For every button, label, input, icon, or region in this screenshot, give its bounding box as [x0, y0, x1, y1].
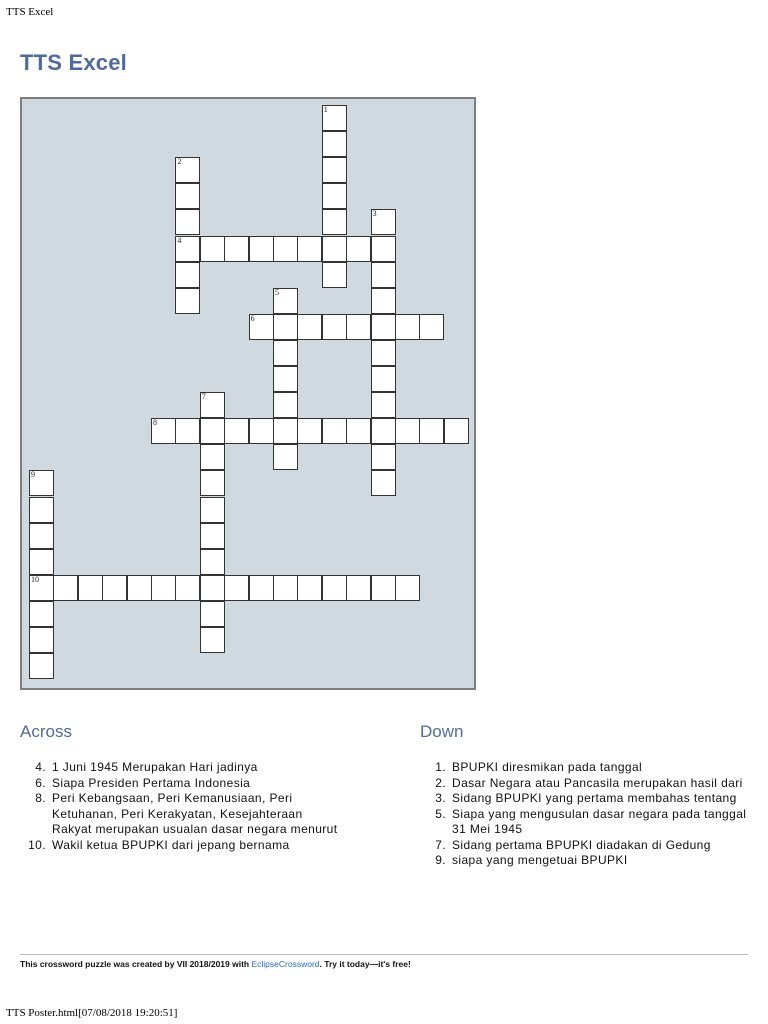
grid-cell[interactable]: [297, 418, 322, 444]
grid-cell[interactable]: [371, 340, 396, 366]
grid-cell[interactable]: [419, 418, 444, 444]
grid-cell[interactable]: [346, 314, 371, 340]
grid-cell[interactable]: [200, 418, 225, 444]
grid-cell[interactable]: [371, 236, 396, 262]
grid-cell[interactable]: [322, 183, 347, 209]
clue-text: Dasar Negara atau Pancasila merupakan hasil dari: [452, 775, 743, 790]
clue-text: 1 Juni 1945 Merupakan Hari jadinya: [52, 760, 258, 774]
grid-cell[interactable]: [175, 157, 200, 183]
clue-item: [420, 838, 750, 854]
clue-number: 9.: [435, 853, 446, 867]
grid-cell[interactable]: [273, 366, 298, 392]
grid-cell[interactable]: [29, 601, 54, 627]
grid-cell[interactable]: [371, 262, 396, 288]
grid-cell[interactable]: [249, 575, 274, 601]
grid-cell[interactable]: [175, 288, 200, 314]
grid-cell[interactable]: [395, 418, 420, 444]
clue-number: 8.: [35, 791, 46, 805]
grid-cell[interactable]: [419, 314, 444, 340]
page-title: TTS Excel: [20, 50, 127, 75]
grid-cell[interactable]: [273, 575, 298, 601]
clue-number: 2.: [435, 775, 446, 790]
cell-number: 8: [153, 418, 157, 428]
grid-cell[interactable]: [395, 314, 420, 340]
grid-cell[interactable]: [127, 575, 152, 601]
grid-cell[interactable]: [175, 262, 200, 288]
clue-item: [20, 791, 338, 838]
across-clue-list: [20, 760, 338, 853]
grid-cell[interactable]: [297, 314, 322, 340]
clue-item: [20, 776, 338, 792]
clue-text: siapa yang mengetuai BPUPKI: [452, 853, 628, 867]
grid-cell[interactable]: [371, 314, 396, 340]
grid-cell[interactable]: [175, 418, 200, 444]
clue-item: [420, 791, 750, 807]
cell-number: 6: [250, 313, 255, 323]
footer-prefix: This crossword puzzle was created by VII 2018/2019 with: [20, 959, 252, 969]
grid-cell[interactable]: [224, 236, 249, 262]
clue-text: Sidang pertama BPUPKI diadakan di Gedung: [452, 837, 711, 852]
grid-cell[interactable]: [322, 131, 347, 157]
clue-item: [20, 838, 338, 854]
grid-cell[interactable]: [29, 523, 54, 549]
grid-cell[interactable]: [371, 366, 396, 392]
grid-cell[interactable]: [371, 209, 396, 235]
cell-number: 3: [372, 209, 377, 219]
clue-number: 4.: [35, 760, 46, 774]
clue-number: 10.: [28, 837, 46, 852]
cell-number: 9: [31, 470, 35, 480]
grid-cell[interactable]: [200, 497, 225, 523]
crossword-grid: [20, 97, 476, 690]
grid-cell[interactable]: [322, 105, 347, 131]
grid-cell[interactable]: [151, 575, 176, 601]
grid-cell[interactable]: [29, 497, 54, 523]
clue-text: Wakil ketua BPUPKI dari jepang bernama: [52, 837, 290, 852]
clue-text: BPUPKI diresmikan pada tanggal: [452, 760, 643, 774]
grid-cell[interactable]: [200, 549, 225, 575]
across-heading: Across: [20, 722, 72, 741]
grid-cell[interactable]: [322, 314, 347, 340]
grid-cell[interactable]: [371, 470, 396, 496]
grid-cell[interactable]: [200, 627, 225, 653]
clue-number: 5.: [435, 806, 446, 821]
clue-number: 1.: [435, 760, 446, 774]
print-header: TTS Excel: [6, 6, 54, 18]
grid-cell[interactable]: [346, 575, 371, 601]
clue-item: [420, 853, 750, 869]
grid-cell[interactable]: [175, 236, 200, 262]
grid-cell[interactable]: [78, 575, 103, 601]
grid-cell[interactable]: [322, 575, 347, 601]
grid-cell[interactable]: [200, 523, 225, 549]
clue-text: Siapa yang mengusulan dasar negara pada tanggal 31 Mei 1945: [452, 806, 747, 836]
grid-cell[interactable]: [224, 575, 249, 601]
grid-cell[interactable]: [200, 236, 225, 262]
grid-cell[interactable]: [273, 444, 298, 470]
clue-text: Peri Kebangsaan, Peri Kemanusiaan, Peri Ketuhanan, Peri Kerakyatan, Kesejahteraan Rakyat merupakan usualan dasar negara menurut: [52, 791, 338, 836]
clue-item: [420, 807, 750, 838]
footer-suffix: . Try it today—it's free!: [319, 959, 411, 969]
grid-cell[interactable]: [444, 418, 469, 444]
down-heading: Down: [420, 722, 464, 741]
grid-cell[interactable]: [29, 627, 54, 653]
grid-cell[interactable]: [322, 236, 347, 262]
grid-cell[interactable]: [297, 575, 322, 601]
grid-cell[interactable]: [273, 236, 298, 262]
grid-cell[interactable]: [371, 444, 396, 470]
cell-number: 4: [177, 235, 182, 245]
footer-divider: [20, 954, 748, 955]
grid-cell[interactable]: [200, 444, 225, 470]
clue-text: Sidang BPUPKI yang pertama membahas tentang: [452, 791, 737, 805]
grid-cell[interactable]: [273, 340, 298, 366]
cell-number: 2: [177, 157, 182, 167]
grid-cell[interactable]: [322, 209, 347, 235]
grid-cell[interactable]: [175, 183, 200, 209]
grid-cell[interactable]: [175, 209, 200, 235]
grid-cell[interactable]: [371, 418, 396, 444]
grid-cell[interactable]: [29, 549, 54, 575]
grid-cell[interactable]: [346, 236, 371, 262]
clue-item: [420, 776, 750, 792]
footer-credit: [20, 959, 411, 969]
grid-cell[interactable]: [151, 418, 176, 444]
grid-cell[interactable]: [102, 575, 127, 601]
print-footer: TTS Poster.html[07/08/2018 19:20:51]: [6, 1007, 178, 1019]
grid-cell[interactable]: [273, 288, 298, 314]
grid-cell[interactable]: [322, 262, 347, 288]
grid-cell[interactable]: [371, 575, 396, 601]
cell-number: 7: [201, 392, 206, 402]
down-clue-list: [420, 760, 750, 869]
grid-cell[interactable]: [249, 236, 274, 262]
grid-cell[interactable]: [322, 418, 347, 444]
clue-number: 6.: [35, 775, 46, 790]
clue-item: [420, 760, 750, 776]
grid-cell[interactable]: [322, 157, 347, 183]
clue-number: 3.: [435, 791, 446, 805]
grid-cell[interactable]: [200, 601, 225, 627]
grid-cell[interactable]: [249, 314, 274, 340]
grid-cell[interactable]: [53, 575, 78, 601]
grid-cell[interactable]: [297, 236, 322, 262]
grid-cell[interactable]: [346, 418, 371, 444]
eclipsecrossword-link[interactable]: EclipseCrossword: [251, 959, 320, 969]
grid-cell[interactable]: [175, 575, 200, 601]
grid-cell[interactable]: [224, 418, 249, 444]
cell-number: 1: [323, 105, 328, 114]
cell-number: 5: [275, 287, 279, 297]
grid-cell[interactable]: [273, 314, 298, 340]
grid-cell[interactable]: [200, 575, 225, 601]
clue-text: Siapa Presiden Pertama Indonesia: [52, 775, 251, 790]
grid-cell[interactable]: [273, 418, 298, 444]
cell-number: 10: [31, 574, 39, 584]
clue-number: 7.: [435, 837, 446, 852]
grid-cell[interactable]: [249, 418, 274, 444]
grid-cell[interactable]: [29, 653, 54, 679]
grid-cell[interactable]: [29, 470, 54, 496]
grid-cell[interactable]: [273, 392, 298, 418]
grid-cell[interactable]: [29, 575, 54, 601]
clue-item: [20, 760, 338, 776]
grid-cell[interactable]: [371, 288, 396, 314]
grid-cell[interactable]: [200, 470, 225, 496]
grid-cell[interactable]: [395, 575, 420, 601]
grid-cell[interactable]: [371, 392, 396, 418]
grid-cell[interactable]: [200, 392, 225, 418]
